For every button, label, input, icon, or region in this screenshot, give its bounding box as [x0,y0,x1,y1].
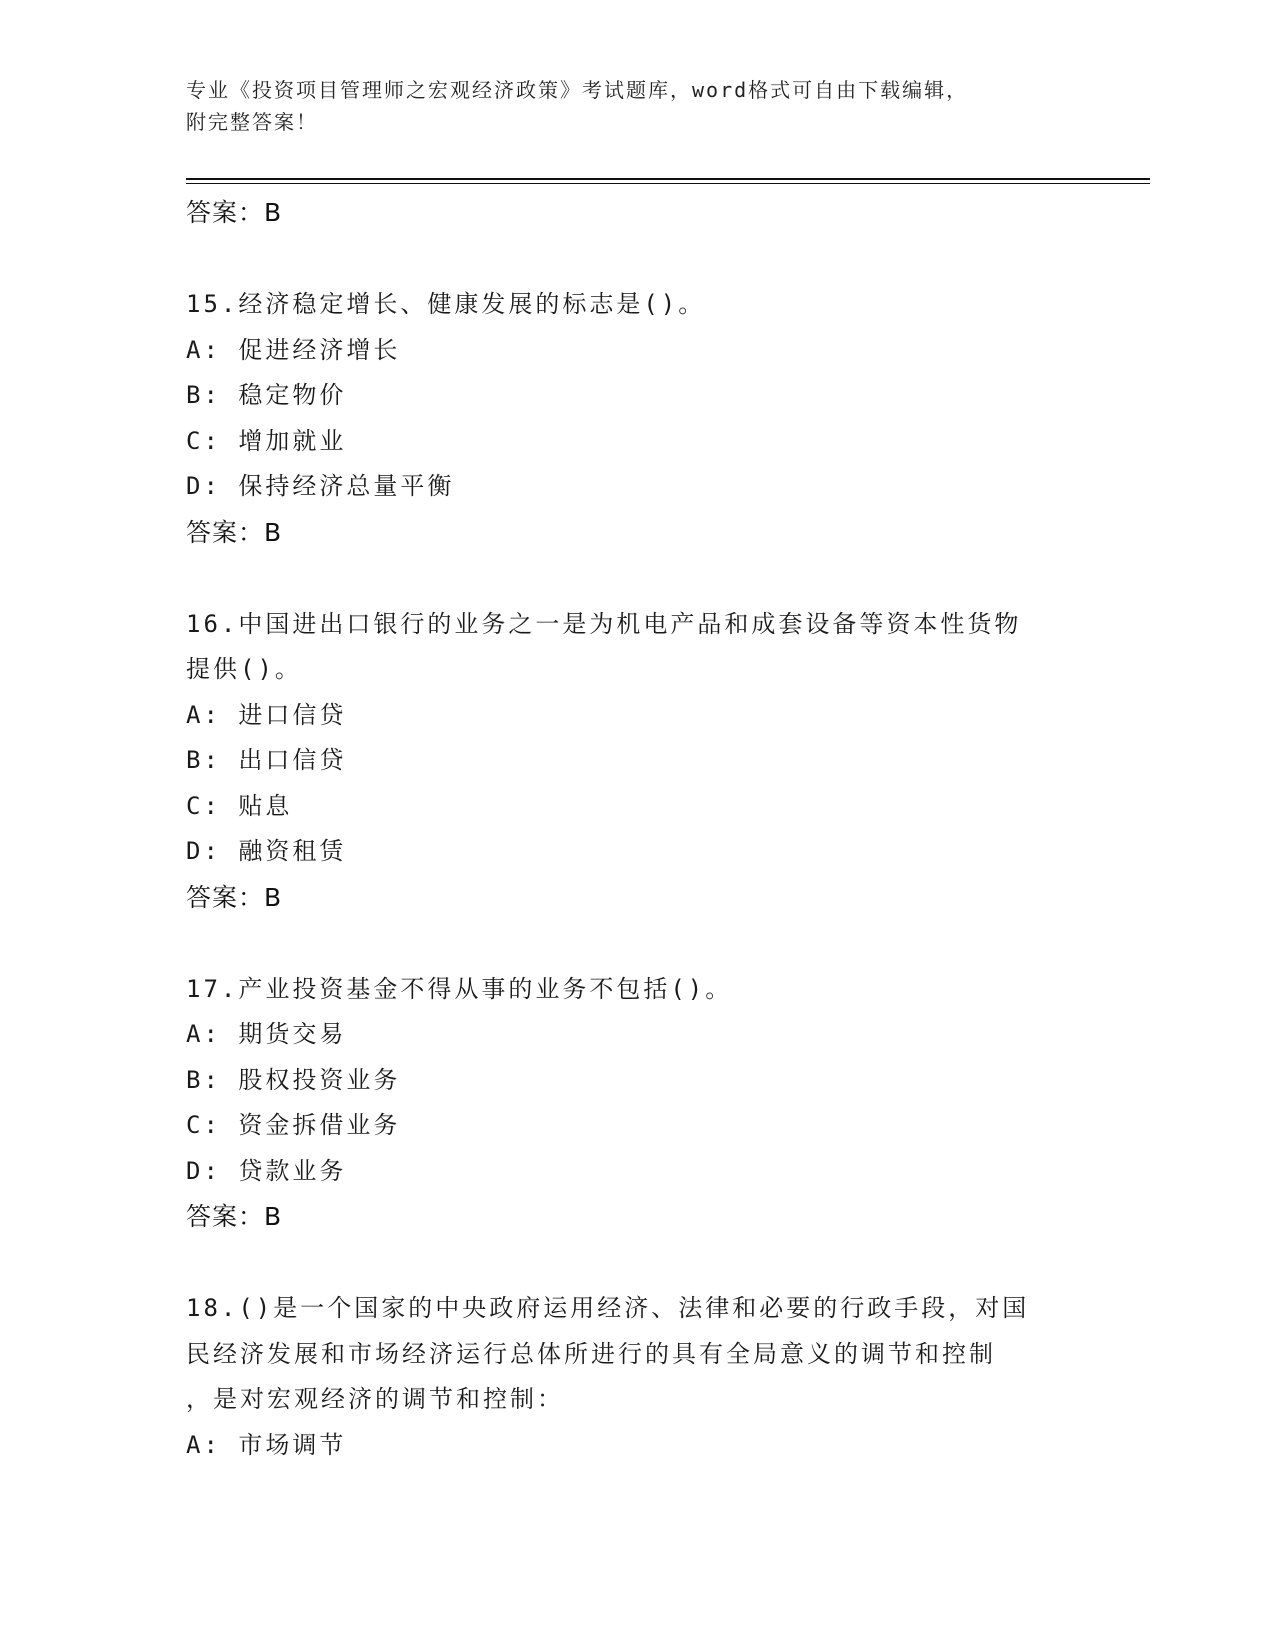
answer-line: 答案：B [186,1202,283,1231]
option-b: B: 出口信贷 [186,746,347,774]
option-a: A: 期货交易 [186,1020,347,1048]
question-text: 16.中国进出口银行的业务之一是为机电产品和成套设备等资本性货物 [186,609,1022,638]
question-text: 15.经济稳定增长、健康发展的标志是()。 [186,290,706,318]
option-d: D: 融资租赁 [186,837,347,865]
question-text: 18.()是一个国家的中央政府运用经济、法律和必要的行政手段，对国 [186,1294,1030,1322]
question-block [186,602,1086,921]
question-text-continued: 提供()。 [186,655,302,683]
header-divider [186,178,1150,184]
option-c: C: 资金拆借业务 [186,1111,401,1139]
question-block [186,967,1086,1241]
answer-line: 答案：B [186,517,283,547]
answer-line: 答案：B [186,198,283,227]
option-d: D: 贷款业务 [186,1156,347,1185]
option-a: A: 进口信贷 [186,700,347,729]
option-c: C: 增加就业 [186,426,347,455]
answer-line: 答案：B [186,882,283,912]
question-block [186,1286,1086,1468]
option-b: B: 股权投资业务 [186,1065,401,1094]
question-text-continued: ，是对宏观经济的调节和控制： [186,1385,564,1413]
option-a: A: 市场调节 [186,1430,347,1459]
header-line-2: 附完整答案！ [186,110,318,134]
question-list [186,190,1086,1468]
option-d: D: 保持经济总量平衡 [186,472,455,500]
question-text: 17.产业投资基金不得从事的业务不包括()。 [186,974,733,1003]
option-c: C: 贴息 [186,791,293,820]
option-b: B: 稳定物价 [186,381,347,409]
header-line-1: 专业《投资项目管理师之宏观经济政策》考试题库，word格式可自由下载编辑， [186,78,969,102]
question-block [186,282,1086,556]
spacer [186,236,1086,282]
spacer [186,1240,1086,1286]
document-header [186,74,1086,138]
spacer [186,556,1086,602]
option-a: A: 促进经济增长 [186,335,401,364]
spacer [186,921,1086,967]
question-text-continued: 民经济发展和市场经济运行总体所进行的具有全局意义的调节和控制 [186,1339,996,1368]
